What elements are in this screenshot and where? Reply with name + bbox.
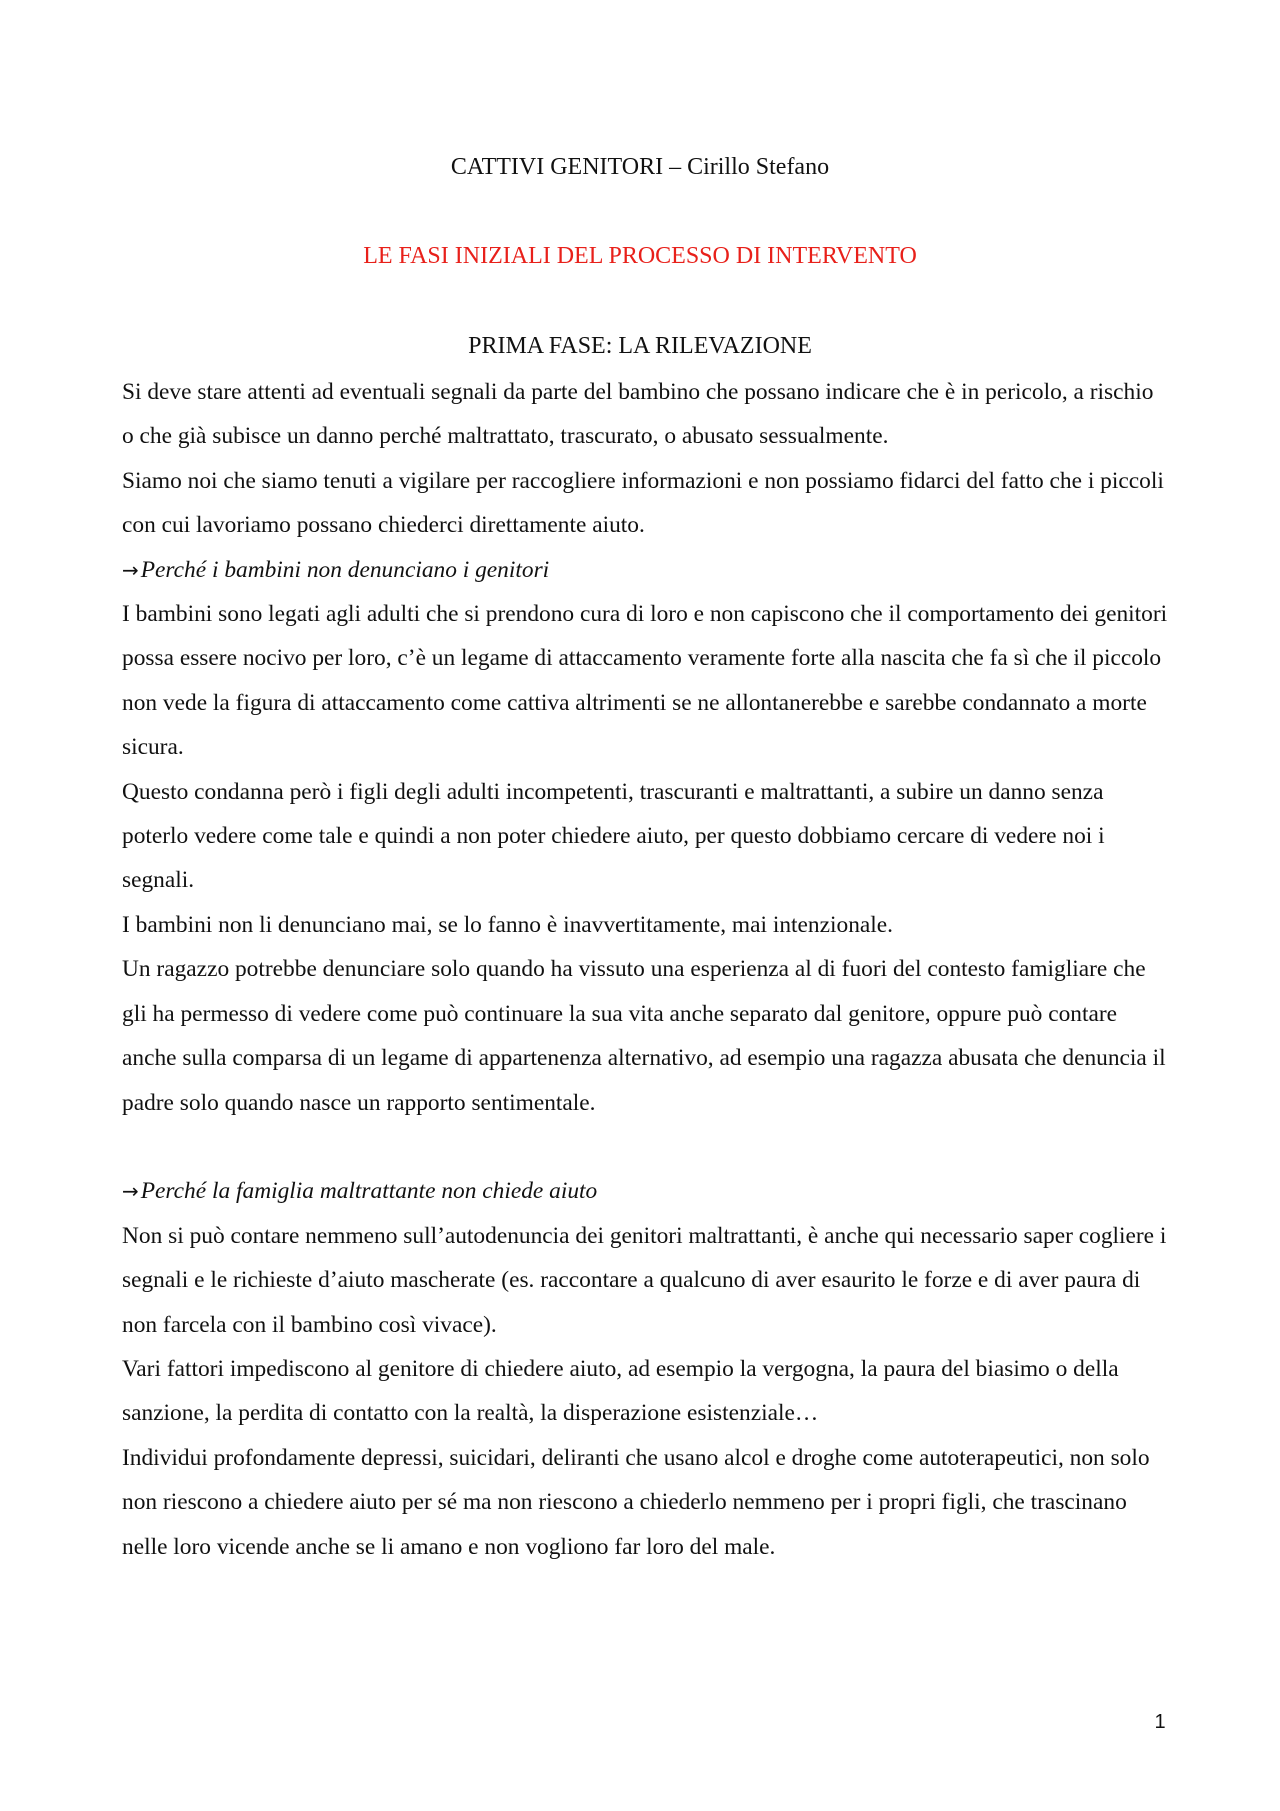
right-arrow-icon: → (122, 1179, 139, 1204)
body-text (122, 370, 1170, 1569)
blank-line (122, 1125, 1170, 1169)
page-number: 1 (1154, 1711, 1166, 1733)
subheading-2-text: Perché la famiglia maltrattante non chiede aiuto (140, 1178, 598, 1205)
paragraph-2: Siamo noi che siamo tenuti a vigilare per raccogliere informazioni e non possiamo fidarci del fatto che i piccoli con cui lavoriamo possano chiederci direttamente aiuto. (122, 467, 1164, 539)
phase-title: PRIMA FASE: LA RILEVAZIONE (468, 333, 812, 359)
paragraph-5: I bambini non li denunciano mai, se lo fanno è inavvertitamente, mai intenzionale. (122, 911, 894, 938)
paragraph-4: Questo condanna però i figli degli adulti incompetenti, trascuranti e maltrattanti, a subire un danno senza poterlo vedere come tale e quindi a non poter chiedere aiuto, per questo dobbiamo cercare di vedere noi i segnali. (122, 778, 1105, 894)
subheading-1-text: Perché i bambini non denunciano i genitori (140, 556, 550, 583)
paragraph-8: Vari fattori impediscono al genitore di chiedere aiuto, ad esempio la vergogna, la paura del biasimo o della sanzione, la perdita di contatto con la realtà, la disperazione esistenziale… (122, 1355, 1119, 1427)
subheading-1 (122, 548, 1170, 592)
paragraph-7: Non si può contare nemmeno sull’autodenuncia dei genitori maltrattanti, è anche qui necessario saper cogliere i segnali e le richieste d’aiuto mascherate (es. raccontare a qualcuno di aver esaurito le forze e di aver paura di non farcela con il bambino così vivace). (122, 1222, 1167, 1338)
paragraph-6: Un ragazzo potrebbe denunciare solo quando ha vissuto una esperienza al di fuori del contesto famigliare che gli ha permesso di vedere come può continuare la sua vita anche separato dal genitore, oppure può contare anche sulla comparsa di un legame di appartenenza alternativo, ad esempio una ragazza abusata che denuncia il padre solo quando nasce un rapporto sentimentale. (122, 956, 1166, 1116)
document-title: CATTIVI GENITORI – Cirillo Stefano (450, 154, 830, 180)
section-title: LE FASI INIZIALI DEL PROCESSO DI INTERVENTO (363, 243, 917, 269)
paragraph-1: Si deve stare attenti ad eventuali segnali da parte del bambino che possano indicare che è in pericolo, a rischio o che già subisce un danno perché maltrattato, trascurato, o abusato sessualmente. (122, 379, 1154, 450)
subheading-2 (122, 1169, 1170, 1213)
paragraph-9: Individui profondamente depressi, suicidari, deliranti che usano alcol e droghe come autoterapeutici, non solo non riescono a chiedere aiuto per sé ma non riescono a chiederlo nemmeno per i propri figli, che trascinano nelle loro vicende anche se li amano e non vogliono far loro del male. (122, 1444, 1150, 1560)
paragraph-3: I bambini sono legati agli adulti che si prendono cura di loro e non capiscono che il comportamento dei genitori possa essere nocivo per loro, c’è un legame di attaccamento veramente forte alla nascita che fa sì che il piccolo non vede la figura di attaccamento come cattiva altrimenti se ne allontanerebbe e sarebbe condannato a morte sicura. (122, 601, 1168, 761)
right-arrow-icon: → (122, 557, 139, 582)
